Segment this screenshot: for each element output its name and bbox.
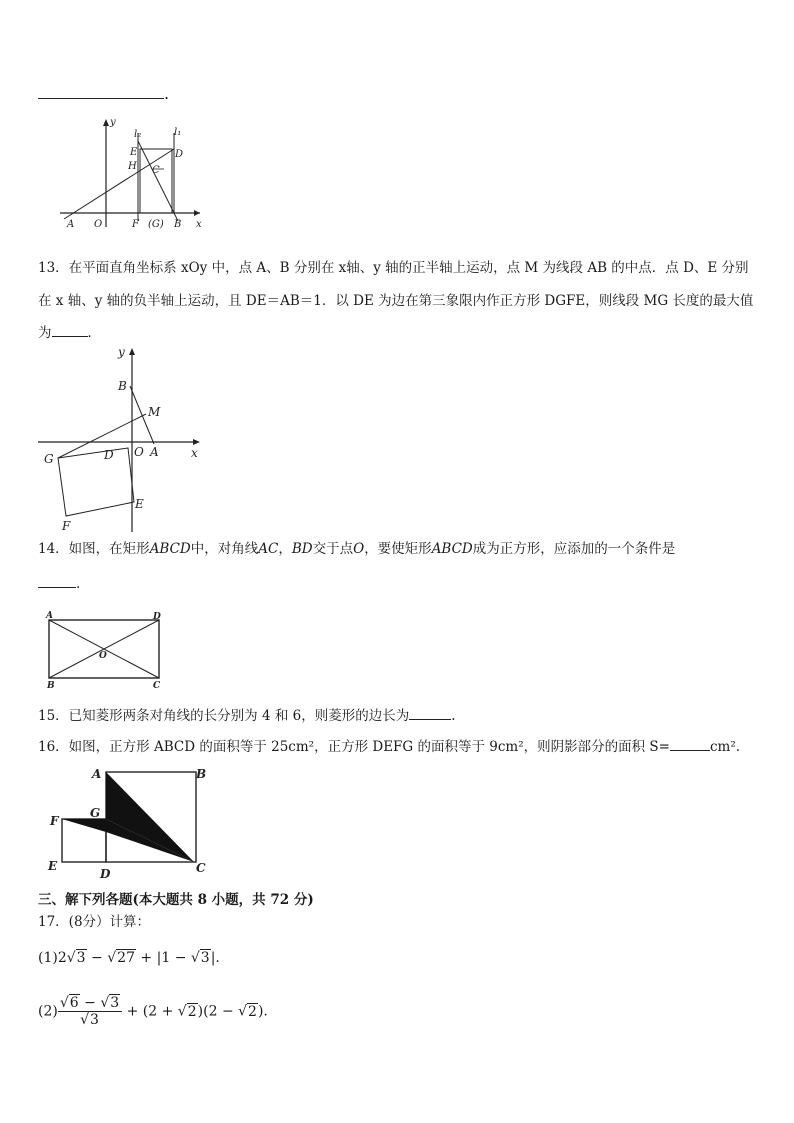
q14-bd: BD: [291, 541, 313, 557]
label-h: H: [128, 161, 137, 172]
figure-q13: [36, 340, 206, 535]
q17-part1: [38, 950, 220, 966]
q13-answer-blank[interactable]: [52, 322, 88, 337]
section-3-title: 三、解下列各题(本大题共 8 小题，共 72 分): [38, 892, 314, 908]
y-axis-arrow: [103, 119, 109, 126]
label-b: B: [174, 219, 182, 230]
q14-abcd: ABCD: [149, 541, 191, 557]
q13-suffix: ．: [87, 325, 101, 341]
q16-suffix: cm².: [710, 739, 741, 755]
label-c: C: [152, 165, 160, 176]
label-o: O: [99, 651, 107, 661]
label-o: O: [134, 445, 144, 459]
label-d: D: [104, 448, 114, 462]
q17-p2-rest: + (2 + √2)(2 − √2).: [122, 1003, 268, 1020]
label-f: F: [62, 519, 71, 533]
label-x: x: [191, 446, 198, 460]
label-a: A: [46, 611, 53, 621]
label-x: x: [196, 219, 202, 230]
label-a: A: [92, 767, 102, 781]
label-e: E: [130, 147, 138, 158]
q14-text-5: 成为正方形，应添加的一个条件是: [472, 541, 676, 557]
figure-q12: [52, 115, 212, 235]
q17-p2-fraction: $\frac{√6 - √3}{√3}$: [58, 995, 122, 1028]
square-dgfe: [58, 448, 134, 516]
q13-prefix: 为: [38, 325, 52, 341]
q14-ac: AC: [258, 541, 279, 557]
label-a: A: [67, 219, 75, 230]
q14-text-3: 交于点: [312, 541, 354, 557]
q15-suffix: .: [451, 708, 456, 724]
q15: [38, 705, 456, 726]
label-o: O: [94, 219, 103, 230]
figure-q16: [44, 764, 224, 884]
q17-p1-label: (1): [38, 950, 58, 966]
label-e: E: [135, 497, 144, 511]
q16-answer-blank[interactable]: [670, 736, 710, 751]
q17-p1-expression: 2√3 − √27 + |1 − √3|.: [57, 950, 220, 966]
x-axis-arrow: [193, 439, 200, 445]
q14-answer-blank[interactable]: [38, 573, 76, 588]
label-c: C: [153, 681, 161, 690]
q17-part2: [38, 995, 268, 1028]
q14-text-4: ，要使矩形: [364, 541, 432, 557]
label-f: F: [132, 219, 139, 230]
prev-answer-blank: [38, 84, 169, 103]
figure-q14: [40, 608, 170, 690]
label-b: B: [196, 767, 207, 781]
label-a: A: [150, 445, 159, 459]
label-y: y: [110, 117, 116, 128]
label-g: G: [90, 806, 101, 820]
label-b: B: [47, 681, 55, 690]
label-d: D: [153, 612, 161, 622]
label-g: G: [44, 452, 54, 466]
label-c: C: [196, 861, 206, 875]
label-l2: l₂: [134, 129, 142, 140]
x-axis-arrow: [194, 210, 200, 216]
q15-answer-blank[interactable]: [409, 705, 451, 720]
period: .: [164, 84, 170, 103]
q13-line1: 13．在平面直角坐标系 xOy 中，点 A、B 分别在 x轴、y 轴的正半轴上运动，点 M 为线段 AB 的中点．点 D、E 分别: [38, 260, 749, 276]
label-g: (G): [148, 219, 164, 230]
q14-text-2: 中，对角线: [190, 541, 259, 557]
q16: [38, 736, 740, 757]
label-m: M: [148, 405, 161, 419]
q13-line2: 在 x 轴、y 轴的负半轴上运动，且 DE＝AB＝1．以 DE 为边在第三象限内作正方形 DGFE，则线段 MG 长度的最大值: [38, 293, 754, 309]
label-b: B: [118, 379, 127, 393]
line-ad: [64, 149, 174, 219]
q17-p2-label: (2): [38, 1003, 58, 1020]
y-axis-arrow: [129, 348, 135, 355]
q14-abcd-2: ABCD: [431, 541, 473, 557]
label-d: D: [100, 867, 111, 881]
label-d: D: [175, 149, 184, 160]
q14-suffix: .: [76, 576, 81, 592]
q14-line1: [38, 539, 675, 559]
label-y: y: [118, 345, 125, 359]
label-f: F: [50, 814, 59, 828]
q14-o: O: [353, 541, 365, 557]
rect-efgd: [140, 149, 172, 213]
shaded-triangle-acg: [106, 772, 194, 862]
label-l1: l₁: [174, 127, 182, 138]
label-e: E: [48, 859, 58, 873]
q17-title: 17．(8分）计算：: [38, 914, 151, 930]
q14-text-1: 14．如图，在矩形: [38, 541, 150, 557]
q16-text: 16．如图，正方形 ABCD 的面积等于 25cm²，正方形 DEFG 的面积等于 9cm²，则阴影部分的面积 S=: [38, 739, 670, 755]
q14-line2: [38, 573, 80, 594]
q15-text: 15．已知菱形两条对角线的长分别为 4 和 6，则菱形的边长为: [38, 708, 410, 724]
q14-comma: ，: [278, 541, 292, 557]
